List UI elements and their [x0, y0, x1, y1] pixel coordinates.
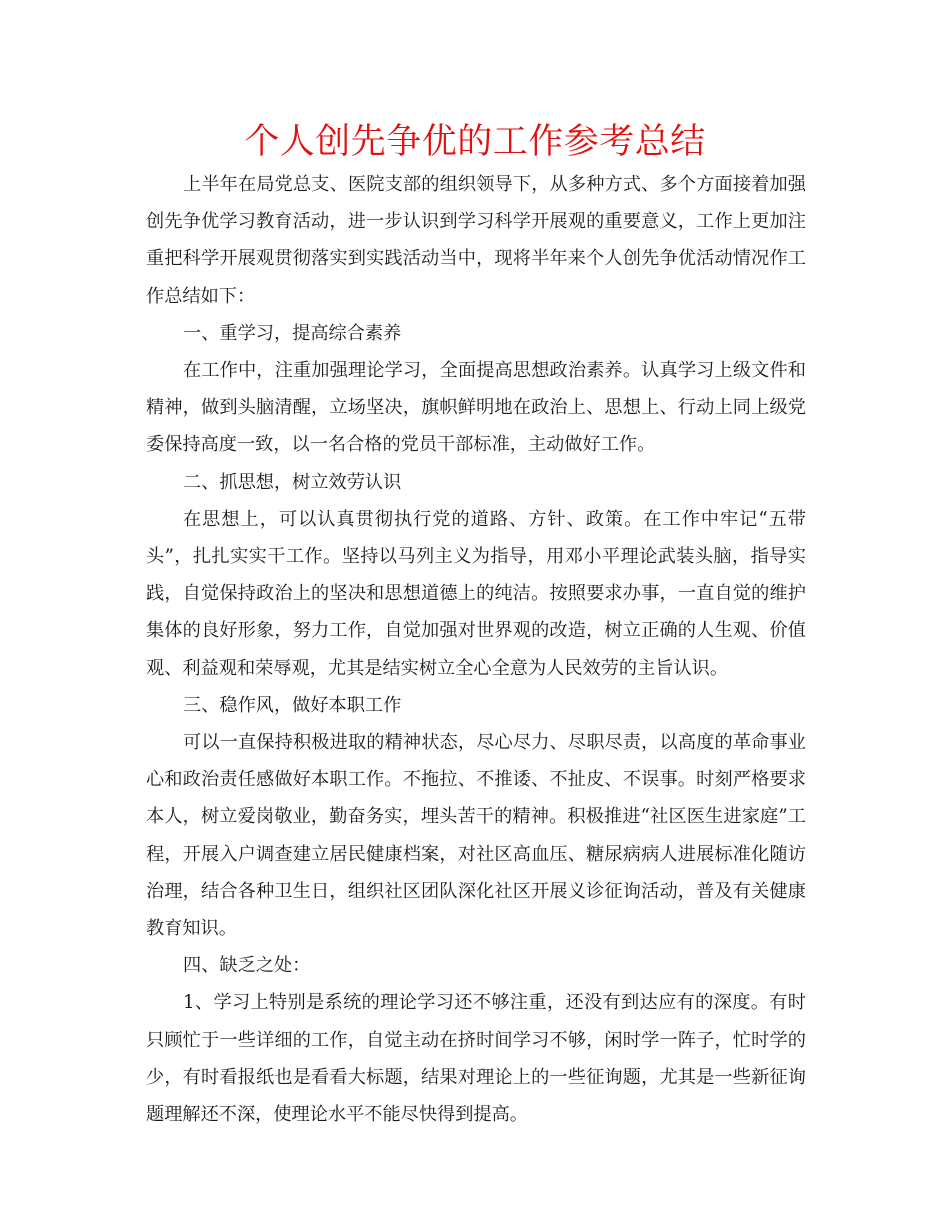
section-heading-3: 三、稳作风，做好本职工作 [183, 694, 402, 716]
section-2-paragraph: 在思想上，可以认真贯彻执行党的道路、方针、政策。在工作中牢记“五带头”，扎扎实实干工作。坚持以马列主义为指导，用邓小平理论武装头脑，指导实践，自觉保持政治上的坚决和思想道德上的纯洁。按照要求办事，一直自觉的维护集体的良好形象，努力工作，自觉加强对世界观的改造，树立正确的人生观、价值观、利益观和荣辱观，尤其是结实树立全心全意为人民效劳的主旨认识。 [146, 508, 806, 679]
section-heading-4: 四、缺乏之处： [183, 955, 311, 977]
section-1-paragraph: 在工作中，注重加强理论学习，全面提高思想政治素养。认真学习上级文件和精神，做到头脑清醒，立场坚决，旗帜鲜明地在政治上、思想上、行动上同上级党委保持高度一致，以一名合格的党员干部标准，主动做好工作。 [146, 360, 806, 456]
document-body [146, 166, 806, 1133]
document-title: 个人创先争优的工作参考总结 [244, 122, 706, 162]
section-heading-2: 二、抓思想，树立效劳认识 [183, 471, 402, 493]
section-3-paragraph: 可以一直保持积极进取的精神状态，尽心尽力、尽职尽责，以高度的革命事业心和政治责任感做好本职工作。不拖拉、不推诿、不扯皮、不误事。时刻严格要求本人，树立爱岗敬业，勤奋务实，埋头苦干的精神。积极推进“社区医生进家庭”工程，开展入户调查建立居民健康档案，对社区高血压、糖尿病病人进展标准化随访治理，结合各种卫生日，组织社区团队深化社区开展义诊征询活动，普及有关健康教育知识。 [146, 732, 806, 940]
section-heading-1: 一、重学习，提高综合素养 [183, 322, 402, 344]
section-4-paragraph: 1、学习上特别是系统的理论学习还不够注重，还没有到达应有的深度。有时只顾忙于一些详细的工作，自觉主动在挤时间学习不够，闲时学一阵子，忙时学的少，有时看报纸也是看看大标题，结果对理论上的一些征询题，尤其是一些新征询题理解还不深，使理论水平不能尽快得到提高。 [146, 992, 806, 1126]
intro-paragraph: 上半年在局党总支、医院支部的组织领导下，从多种方式、多个方面接着加强创先争优学习教育活动，进一步认识到学习科学开展观的重要意义，工作上更加注重把科学开展观贯彻落实到实践活动当中，现将半年来个人创先争优活动情况作工作总结如下： [146, 174, 806, 307]
